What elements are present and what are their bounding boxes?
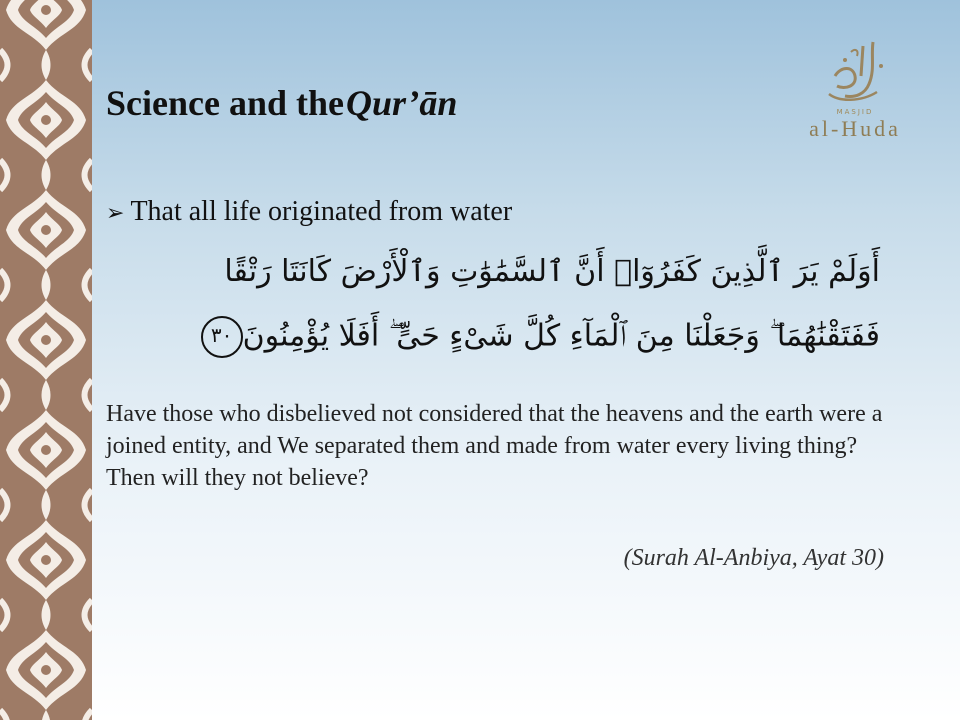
ayah-number-mark: ٣٠ (201, 316, 243, 358)
arabic-verse-line-1: أَوَلَمْ يَرَ ٱلَّذِينَ كَفَرُوٓا۟ أَنَّ ٱلسَّمَٰوَٰتِ وَٱلْأَرْضَ كَانَتَا رَتْقًا (224, 254, 880, 289)
bullet-arrow-icon: ➢ (106, 200, 125, 225)
bullet-text: That all life originated from water (130, 196, 513, 227)
masjid-logo (800, 36, 910, 156)
arabic-verse-line-2-text: فَفَتَقْنَٰهُمَا ۖ وَجَعَلْنَا مِنَ ٱلْمَآءِ كُلَّ شَىْءٍ حَىٍّ ۖ أَفَلَا يُؤْمِنُونَ (242, 318, 880, 354)
title-italic: Qur’ān (346, 83, 458, 123)
bullet-point (106, 196, 512, 228)
verse-translation: Have those who disbelieved not considered that the heavens and the earth were a joined entity, and We separated them and made from water every living thing? Then will they not believe? (106, 401, 883, 491)
arabic-verse-line-2 (180, 316, 880, 358)
title-main: Science and the (106, 83, 344, 123)
decorative-border (0, 0, 92, 720)
verse-citation: (Surah Al-Anbiya, Ayat 30) (623, 545, 884, 571)
slide-title (106, 82, 457, 124)
logo-subtitle: MASJID (836, 108, 874, 116)
ornament-pattern (0, 0, 92, 720)
calligraphy-logo-icon (815, 36, 895, 106)
logo-name: al-Huda (809, 116, 901, 141)
